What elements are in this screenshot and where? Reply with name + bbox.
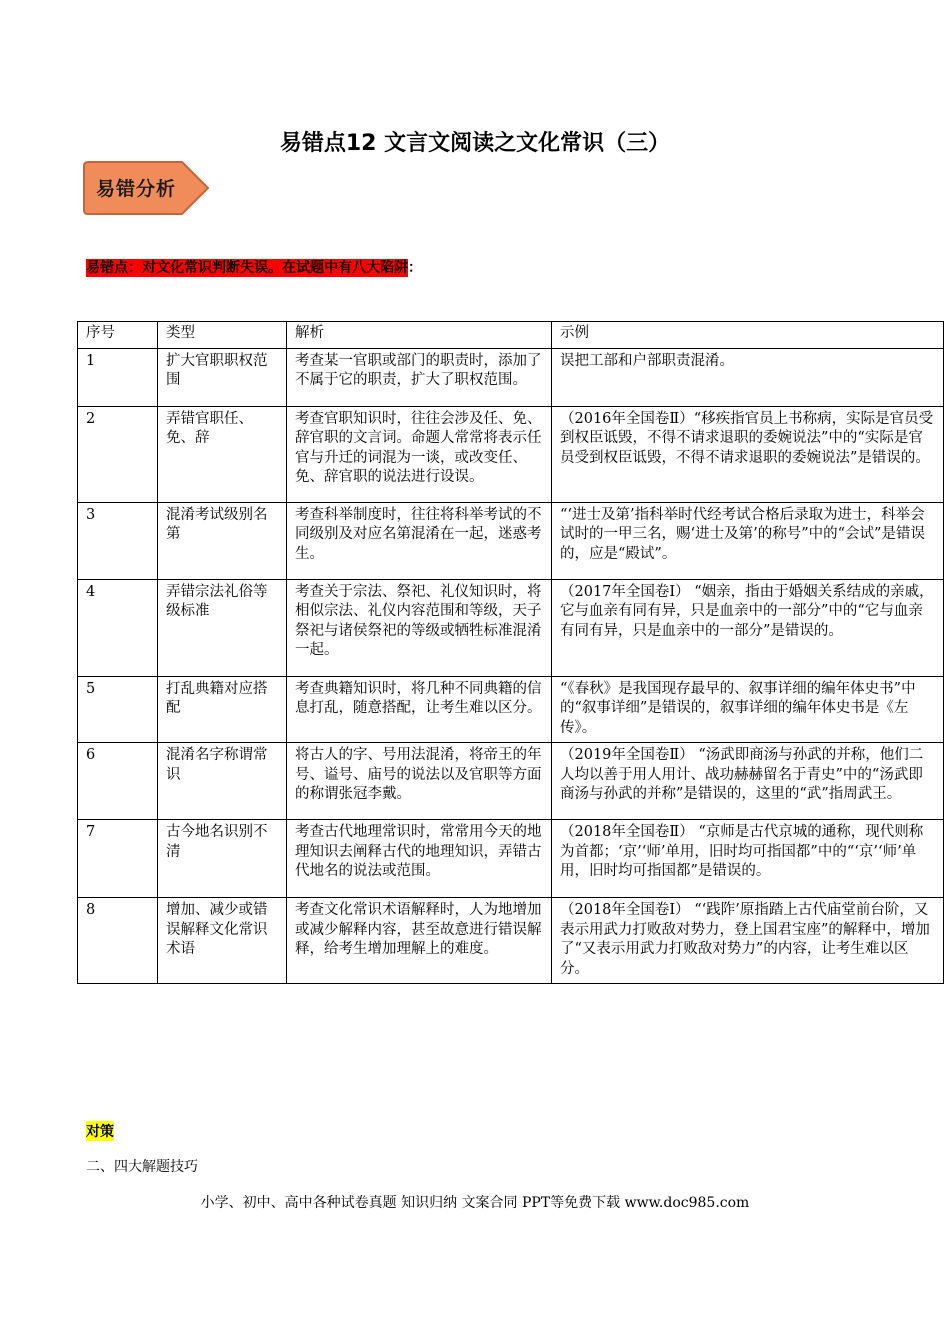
table-header-row [78, 322, 944, 349]
cell-example: （2017年全国卷Ⅰ） “姻亲，指由于婚姻关系结成的亲戚，它与血亲有同有异，只是血亲中的一部分”中的“它与血亲有同有异，只是血亲中的一部分”是错误的。 [552, 579, 944, 676]
cell-no: 5 [78, 676, 158, 743]
table-row [78, 502, 944, 579]
section-heading: 二、四大解题技巧 [86, 1159, 198, 1175]
cell-example: “《春秋》是我国现存最早的、叙事详细的编年体史书”中的“叙事详细”是错误的，叙事详细的编年体史书是《左传》。 [552, 676, 944, 743]
header-example: 示例 [552, 322, 944, 349]
table-row [78, 898, 944, 984]
header-type: 类型 [158, 322, 287, 349]
cell-analysis: 将古人的字、号用法混淆，将帝王的年号、谥号、庙号的说法以及官职等方面的称谓张冠李戴。 [287, 743, 552, 820]
cell-no: 6 [78, 743, 158, 820]
cell-analysis: 考查关于宗法、祭祀、礼仪知识时，将相似宗法、礼仪内容范围和等级，天子祭祀与诸侯祭祀的等级或牺牲标准混淆一起。 [287, 579, 552, 676]
warning-highlight: 易错点：对文化常识判断失误。在试题中有八大陷阱 [86, 260, 408, 276]
table-row [78, 743, 944, 820]
warning-line [86, 257, 422, 277]
cell-example: 误把工部和户部职责混淆。 [552, 348, 944, 406]
cell-no: 8 [78, 898, 158, 984]
strategy-label: 对策 [86, 1121, 114, 1141]
cell-type: 弄错宗法礼俗等级标准 [158, 579, 287, 676]
cell-analysis: 考查典籍知识时，将几种不同典籍的信息打乱，随意搭配，让考生难以区分。 [287, 676, 552, 743]
cell-type: 弄错官职任、免、辞 [158, 406, 287, 502]
cell-analysis: 考查文化常识术语解释时，人为地增加或减少解释内容，甚至故意进行错误解释，给考生增加理解上的难度。 [287, 898, 552, 984]
page-title: 易错点12 文言文阅读之文化常识（三） [279, 131, 671, 156]
cell-no: 1 [78, 348, 158, 406]
table-row [78, 348, 944, 406]
cell-example: （2016年全国卷Ⅱ）“移疾指官员上书称病，实际是官员受到权臣诋毁，不得不请求退职的委婉说法”中的“实际是官员受到权臣诋毁，不得不请求退职的委婉说法”是错误的。 [552, 406, 944, 502]
page-footer: 小学、初中、高中各种试卷真题 知识归纳 文案合同 PPT等免费下载 www.doc985.com [200, 1195, 750, 1211]
cell-example: （2018年全国卷Ⅱ） “京师是古代京城的通称，现代则称为首都；‘京’‘师’单用，旧时均可指国都”中的“‘京’‘师’单用，旧时均可指国都”是错误的。 [552, 820, 944, 898]
cell-example: （2018年全国卷Ⅰ） “‘践阼’原指踏上古代庙堂前台阶，又表示用武力打败敌对势力，登上国君宝座”的解释中，增加了“又表示用武力打败敌对势力”的内容，让考生难以区分。 [552, 898, 944, 984]
badge-label: 易错分析 [96, 178, 177, 200]
cell-type: 混淆考试级别名第 [158, 502, 287, 579]
cell-example: （2019年全国卷Ⅱ） “汤武即商汤与孙武的并称，他们二人均以善于用人用计、战功赫赫留名于青史”中的“汤武即商汤与孙武的并称”是错误的，这里的“武”指周武王。 [552, 743, 944, 820]
cell-no: 4 [78, 579, 158, 676]
cell-example: “‘进士及第’指科举时代经考试合格后录取为进士，科举会试时的一甲三名，赐‘进士及第’的称号”中的“会试”是错误的，应是“殿试”。 [552, 502, 944, 579]
header-analysis: 解析 [287, 322, 552, 349]
cell-type: 古今地名识别不清 [158, 820, 287, 898]
cell-type: 增加、减少或错误解释文化常识术语 [158, 898, 287, 984]
table-row [78, 676, 944, 743]
trap-table [77, 321, 944, 984]
table-row [78, 579, 944, 676]
cell-analysis: 考查科举制度时，往往将科举考试的不同级别及对应名第混淆在一起，迷惑考生。 [287, 502, 552, 579]
cell-type: 打乱典籍对应搭配 [158, 676, 287, 743]
header-no: 序号 [78, 322, 158, 349]
warning-tail: ： [408, 260, 422, 276]
cell-no: 7 [78, 820, 158, 898]
cell-analysis: 考查某一官职或部门的职责时，添加了不属于它的职责，扩大了职权范围。 [287, 348, 552, 406]
cell-no: 3 [78, 502, 158, 579]
error-analysis-badge [82, 160, 210, 216]
cell-type: 扩大官职职权范围 [158, 348, 287, 406]
cell-analysis: 考查官职知识时，往往会涉及任、免、辞官职的文言词。命题人常常将表示任官与升迁的词混为一谈，或改变任、免、辞官职的说法进行设误。 [287, 406, 552, 502]
table-row [78, 820, 944, 898]
table-row [78, 406, 944, 502]
cell-analysis: 考查古代地理常识时，常常用今天的地理知识去阐释古代的地理知识，弄错古代地名的说法或范围。 [287, 820, 552, 898]
cell-no: 2 [78, 406, 158, 502]
cell-type: 混淆名字称谓常识 [158, 743, 287, 820]
